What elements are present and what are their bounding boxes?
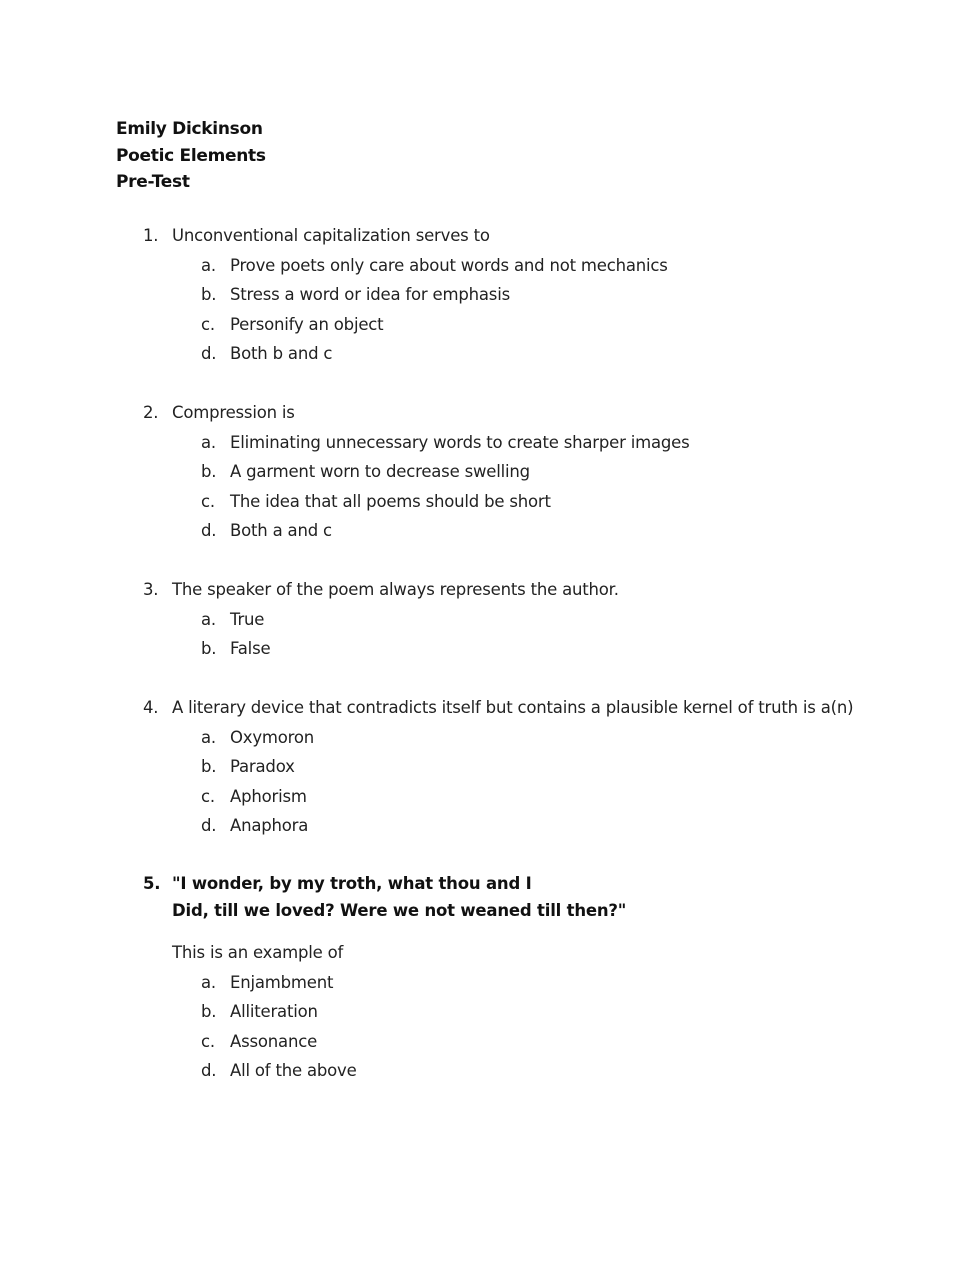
question-number: 1. <box>143 226 159 245</box>
option-letter: a. <box>201 972 216 992</box>
question-3 <box>143 575 619 664</box>
option-letter: a. <box>201 255 216 275</box>
option-text: Aphorism <box>230 786 307 806</box>
question-2 <box>143 398 690 546</box>
option-b <box>143 752 853 782</box>
option-letter: b. <box>201 462 217 481</box>
option-text: Both a and c <box>230 521 332 540</box>
document-header <box>116 116 266 196</box>
option-b <box>143 280 668 310</box>
option-b <box>143 997 626 1027</box>
question-text: A literary device that contradicts itself but contains a plausible kernel of truth is a(n) <box>172 698 854 717</box>
option-letter: a. <box>201 727 216 747</box>
option-a <box>143 605 619 635</box>
option-c <box>143 310 668 340</box>
option-d <box>143 339 668 369</box>
option-text: The idea that all poems should be short <box>230 491 551 511</box>
option-text: Stress a word or idea for emphasis <box>230 285 510 304</box>
option-text: Enjambment <box>230 972 334 992</box>
option-b <box>143 634 619 664</box>
option-d <box>143 811 853 841</box>
option-letter: c. <box>201 491 215 511</box>
option-text: Oxymoron <box>230 727 315 747</box>
option-text: Paradox <box>230 757 295 776</box>
option-letter: b. <box>201 1002 217 1021</box>
question-text: This is an example of <box>172 943 344 962</box>
option-letter: d. <box>201 344 217 363</box>
option-text: Prove poets only care about words and not mechanics <box>230 255 668 275</box>
option-a <box>143 251 668 281</box>
quote-line-1: "I wonder, by my troth, what thou and I <box>172 874 532 893</box>
question-text: The speaker of the poem always represents the author. <box>172 580 619 599</box>
option-letter: b. <box>201 639 217 658</box>
header-topic: Poetic Elements <box>116 145 266 166</box>
option-a <box>143 723 853 753</box>
quote-line-2: Did, till we loved? Were we not weaned till then?" <box>172 901 627 920</box>
option-text: Anaphora <box>230 816 309 835</box>
option-letter: d. <box>201 521 217 540</box>
option-letter: d. <box>201 1061 217 1080</box>
option-letter: d. <box>201 816 217 835</box>
question-number: 2. <box>143 403 159 422</box>
question-4 <box>143 693 853 841</box>
option-text: All of the above <box>230 1061 357 1080</box>
option-a <box>143 968 626 998</box>
question-number: 5. <box>143 874 161 893</box>
option-letter: c. <box>201 1031 215 1051</box>
option-d <box>143 1056 626 1086</box>
option-c <box>143 782 853 812</box>
question-number: 4. <box>143 698 159 717</box>
option-letter: b. <box>201 285 217 304</box>
header-test-type: Pre-Test <box>116 172 190 192</box>
option-d <box>143 516 690 546</box>
question-5 <box>143 870 626 1086</box>
option-c <box>143 1027 626 1057</box>
question-number: 3. <box>143 580 159 599</box>
option-text: Eliminating unnecessary words to create sharper images <box>230 432 690 452</box>
option-text: False <box>230 639 271 658</box>
option-letter: b. <box>201 757 217 776</box>
option-text: Assonance <box>230 1031 318 1051</box>
question-text: Compression is <box>172 403 295 422</box>
option-text: Alliteration <box>230 1002 318 1021</box>
option-a <box>143 428 690 458</box>
option-letter: a. <box>201 432 216 452</box>
option-letter: a. <box>201 609 216 629</box>
option-text: Personify an object <box>230 314 384 334</box>
header-author: Emily Dickinson <box>116 119 263 139</box>
option-text: True <box>230 609 265 629</box>
question-1 <box>143 221 668 369</box>
option-letter: c. <box>201 314 215 334</box>
option-b <box>143 457 690 487</box>
option-letter: c. <box>201 786 215 806</box>
option-text: Both b and c <box>230 344 333 363</box>
question-text: Unconventional capitalization serves to <box>172 226 490 245</box>
option-text: A garment worn to decrease swelling <box>230 462 530 481</box>
option-c <box>143 487 690 517</box>
